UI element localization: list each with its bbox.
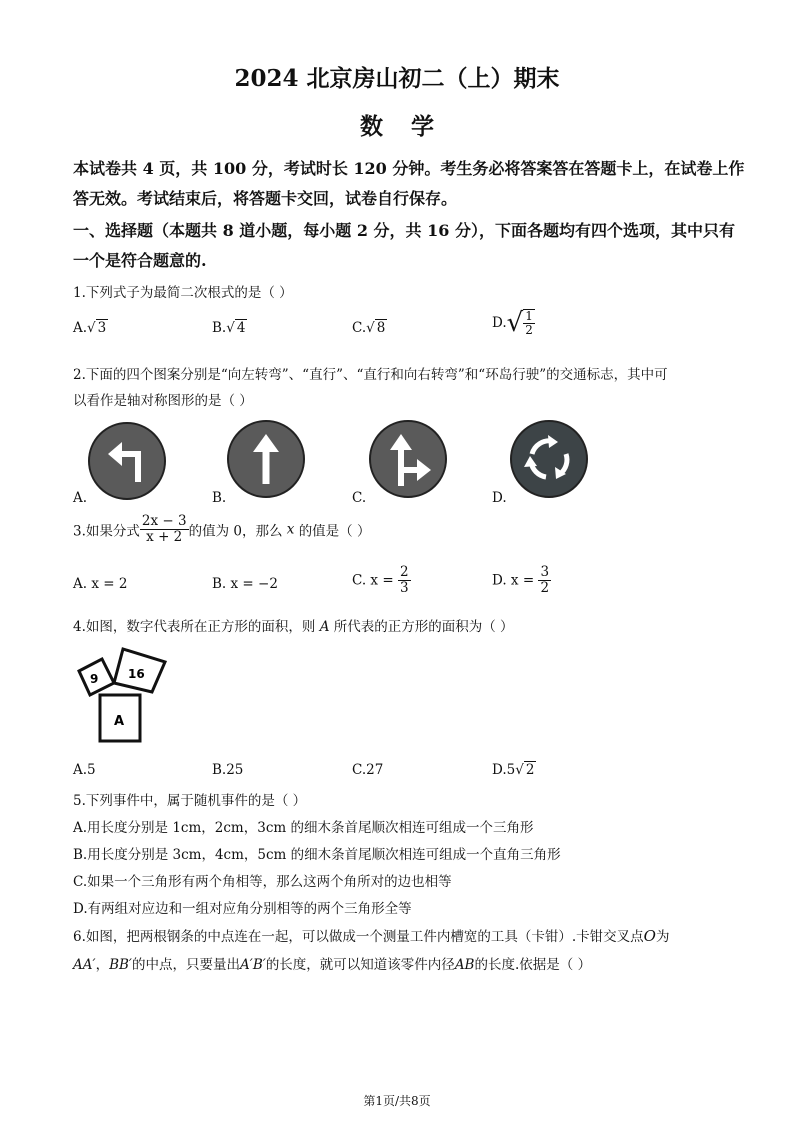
instructions-line-2: 答无效。考试结束后，将答题卡交回，试卷自行保存。	[73, 189, 458, 208]
q2-option-d[interactable]: D.	[492, 490, 507, 506]
page-footer: 第1页/共8页	[363, 1094, 431, 1108]
question-6-stem-line-1: 6.如图，把两根钢条的中点连在一起，可以做成一个测量工件内槽宽的工具（卡钳）.卡钳交叉点O为	[73, 927, 670, 945]
question-2-stem-line-1: 2.下面的四个图案分别是“向左转弯”、“直行”、“直行和向右转弯”和“环岛行驶”的交通标志，其中可	[73, 367, 668, 383]
section-heading-line-2: 一个是符合题意的.	[73, 251, 207, 270]
q5-option-b[interactable]: B.用长度分别是 3cm，4cm，5cm 的细木条首尾顺次相连可组成一个直角三角形	[73, 847, 561, 863]
q1-option-a[interactable]	[73, 320, 108, 336]
sqrt-sign: √	[506, 308, 524, 338]
q2-option-c[interactable]: C.	[352, 490, 367, 506]
q4-option-c[interactable]: C.27	[352, 762, 384, 778]
option-label: B.	[212, 320, 227, 336]
q1-option-c[interactable]	[352, 320, 387, 336]
q2-option-b[interactable]: B.	[212, 490, 227, 506]
q4-option-b[interactable]: B.25	[212, 762, 244, 778]
page-title: 2024 北京房山初二（上）期末	[234, 65, 560, 92]
question-6-stem-line-2: AA′，BB′的中点，只要量出A′B′的长度，就可以知道该零件内径AB的长度.依据是（ ）	[73, 957, 592, 973]
option-label: C.	[352, 320, 367, 336]
instructions-line-1: 本试卷共 4 页，共 100 分，考试时长 120 分钟。考生务必将答案答在答题卡上，在试卷上作	[73, 159, 745, 178]
turn-left-sign-icon	[86, 420, 168, 502]
straight-sign-icon	[225, 418, 307, 500]
q4-option-d[interactable]: D.5√ 2	[492, 762, 535, 778]
q3-option-b[interactable]: B. x = −2	[212, 576, 278, 592]
q1-option-b[interactable]	[212, 320, 247, 336]
squares-figure	[76, 645, 171, 745]
sqrt-expression: √ 4	[226, 320, 246, 336]
subject-title: 数学	[360, 113, 462, 140]
question-4-stem: 4.如图，数字代表所在正方形的面积，则 A 所代表的正方形的面积为（ ）	[73, 619, 514, 635]
q3-option-a[interactable]: A. x = 2	[73, 576, 128, 592]
fraction-expression: $\frac{3}{2}$	[540, 564, 550, 596]
straight-right-sign-icon	[367, 418, 449, 500]
q1-option-d[interactable]	[492, 308, 535, 338]
question-3-stem: 3.如果分式 $\frac{2x - 3}{x + 2}$ 的值为 0，那么 x 的值是（ ）	[73, 513, 371, 545]
square-label-16: 16	[128, 667, 145, 681]
question-2-stem-line-2: 以看作是轴对称图形的是（ ）	[73, 393, 253, 409]
sqrt-expression: √ 3	[87, 320, 107, 336]
roundabout-sign-icon	[508, 418, 590, 500]
sqrt-fraction: $\frac{1}{2}$	[525, 308, 533, 337]
q5-option-d[interactable]: D.有两组对应边和一组对应角分别相等的两个三角形全等	[73, 901, 412, 917]
q3-option-c[interactable]: C. x = $\frac{2}{3}$	[352, 564, 409, 596]
q3-option-d[interactable]: D. x = $\frac{3}{2}$	[492, 564, 550, 596]
q5-option-a[interactable]: A.用长度分别是 1cm，2cm，3cm 的细木条首尾顺次相连可组成一个三角形	[73, 820, 534, 836]
option-label: D.	[492, 315, 507, 331]
q5-option-c[interactable]: C.如果一个三角形有两个角相等，那么这两个角所对的边也相等	[73, 874, 452, 890]
square-label-a: A	[114, 714, 125, 729]
fraction-expression: $\frac{2}{3}$	[399, 564, 409, 596]
fraction-expression: $\frac{2x - 3}{x + 2}$	[141, 513, 187, 545]
section-heading-line-1: 一、选择题（本题共 8 道小题，每小题 2 分，共 16 分），下面各题均有四个选项，其中只有	[73, 221, 735, 240]
q4-option-a[interactable]: A.5	[73, 762, 96, 778]
sqrt-expression: √ 2	[515, 762, 535, 778]
sqrt-expression: √ 8	[366, 320, 386, 336]
q2-option-a[interactable]: A.	[73, 490, 88, 506]
square-label-9: 9	[90, 672, 99, 686]
question-5-stem: 5.下列事件中，属于随机事件的是（ ）	[73, 793, 307, 809]
question-1-stem: 1.下列式子为最简二次根式的是（ ）	[73, 285, 293, 301]
option-label: A.	[73, 320, 88, 336]
